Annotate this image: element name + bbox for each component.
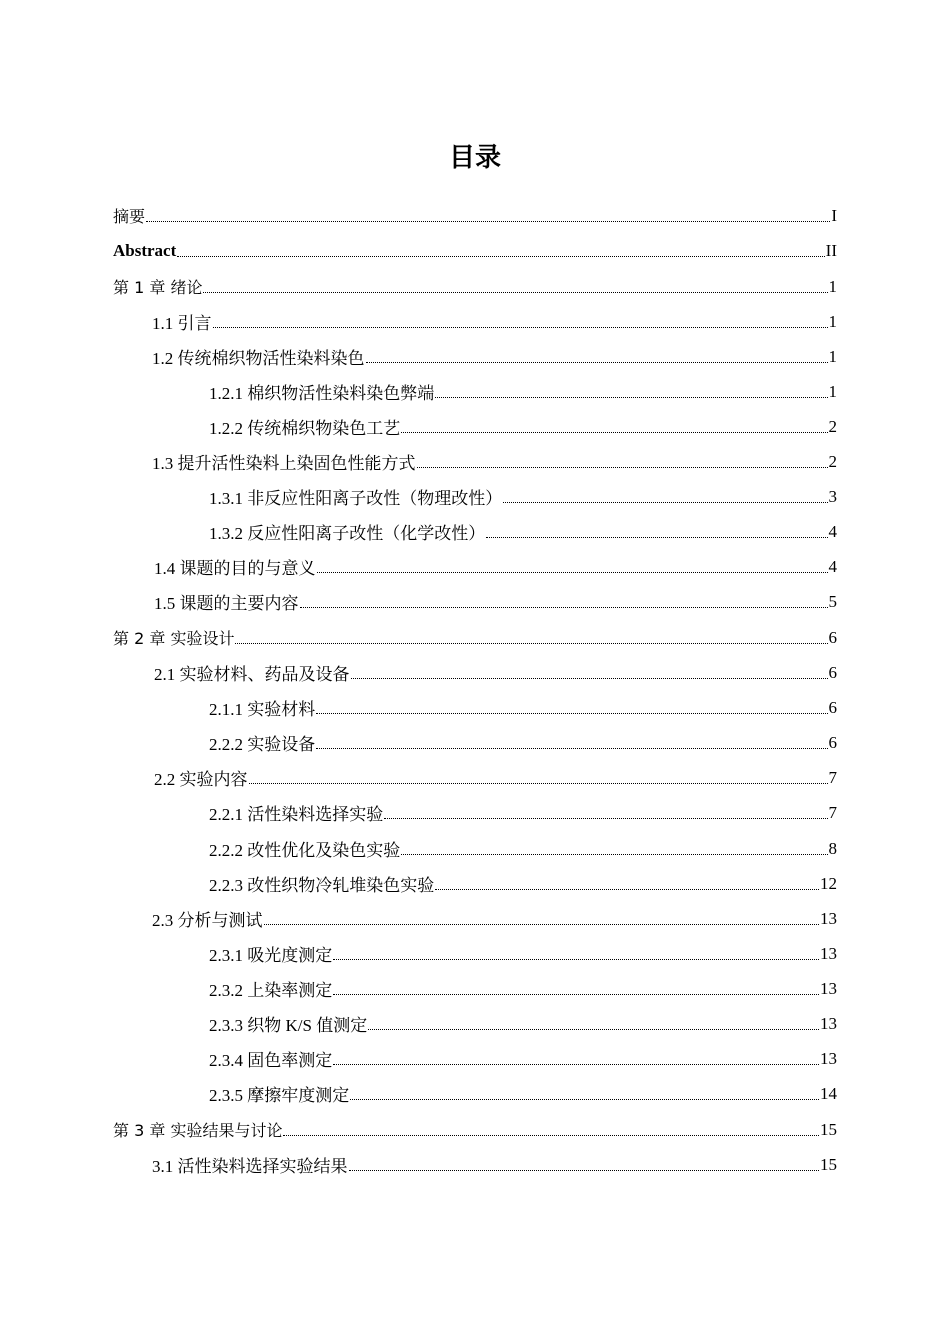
toc-entry-2-3-2[interactable] (209, 971, 837, 1006)
toc-entry-2-2-2[interactable] (209, 831, 837, 866)
toc-entry-1-4[interactable] (154, 549, 837, 584)
dot-leader (401, 431, 827, 433)
toc-entry-1-2-2[interactable] (209, 409, 837, 444)
toc-entry-page: 14 (820, 1083, 837, 1103)
toc-entry-abstract-en[interactable] (113, 233, 837, 268)
dot-leader (316, 747, 827, 749)
toc-entry-label: 1.1 引言 (152, 314, 212, 333)
dot-leader (249, 782, 828, 784)
toc-entry-label: 2.3.3 织物 K/S 值测定 (209, 1016, 368, 1035)
toc-entry-chapter-1[interactable] (113, 269, 837, 304)
toc-entry-page: 4 (828, 556, 837, 576)
toc-entry-page: 2 (828, 451, 837, 471)
dot-leader (366, 361, 828, 363)
toc-entry-label: 1.4 课题的目的与意义 (154, 559, 316, 578)
toc-entry-label: 2.2.2 改性优化及染色实验 (209, 841, 401, 860)
toc-entry-page: 6 (828, 697, 837, 717)
dot-leader (300, 606, 828, 608)
toc-entry-label: 1.3 提升活性染料上染固色性能方式 (152, 454, 416, 473)
dot-leader (486, 536, 827, 538)
toc-entry-label: 1.5 课题的主要内容 (154, 594, 299, 613)
toc-entry-label: 2.3.5 摩擦牢度测定 (209, 1086, 350, 1105)
toc-entry-abstract-cn[interactable] (113, 198, 837, 233)
dot-leader (235, 642, 827, 644)
toc-entry-page: 7 (828, 767, 837, 787)
toc-entry-chapter-2[interactable] (113, 620, 837, 655)
toc-entry-page: 1 (828, 346, 837, 366)
dot-leader (384, 817, 827, 819)
dot-leader (351, 677, 828, 679)
toc-entry-page: 6 (828, 627, 837, 647)
dot-leader (349, 1169, 820, 1171)
toc-entry-label: 摘要 (113, 207, 146, 226)
toc-entry-2-2-3[interactable] (209, 866, 837, 901)
toc-entry-page: 15 (820, 1119, 837, 1139)
toc-entry-1-3[interactable] (152, 444, 837, 479)
dot-leader (435, 396, 827, 398)
toc-entry-label: 2.3.1 吸光度测定 (209, 946, 333, 965)
toc-entry-label: Abstract (113, 240, 177, 260)
toc-entry-page: 2 (828, 416, 837, 436)
toc-entry-label: 2.1.1 实验材料 (209, 700, 316, 719)
toc-entry-3-1[interactable] (152, 1147, 837, 1182)
toc-entry-label: 3.1 活性染料选择实验结果 (152, 1157, 348, 1176)
toc-entry-page: 13 (820, 1048, 837, 1068)
dot-leader (435, 888, 819, 890)
toc-entry-label: 第 3 章 实验结果与讨论 (113, 1121, 283, 1140)
dot-leader (316, 712, 827, 714)
toc-entry-label: 2.2.1 活性染料选择实验 (209, 805, 384, 824)
toc-entry-2-3-3[interactable] (209, 1006, 837, 1041)
dot-leader (203, 291, 827, 293)
toc-entry-1-2[interactable] (152, 339, 837, 374)
toc-entry-label: 2.3.4 固色率测定 (209, 1051, 333, 1070)
toc-entry-label: 1.2 传统棉织物活性染料染色 (152, 349, 365, 368)
dot-leader (333, 993, 819, 995)
dot-leader (333, 1063, 819, 1065)
dot-leader (283, 1134, 819, 1136)
dot-leader (368, 1028, 819, 1030)
toc-entry-page: 5 (828, 591, 837, 611)
dot-leader (146, 220, 830, 222)
dot-leader (333, 958, 819, 960)
toc-entry-label: 1.3.1 非反应性阳离子改性（物理改性） (209, 489, 503, 508)
dot-leader (213, 326, 828, 328)
toc-entry-label: 1.2.2 传统棉织物染色工艺 (209, 419, 401, 438)
toc-entry-page: II (825, 240, 837, 260)
toc-entry-1-1[interactable] (152, 304, 837, 339)
toc-entry-2-2-2-equipment[interactable] (209, 725, 837, 760)
toc-entry-2-3-4[interactable] (209, 1041, 837, 1076)
toc-entry-page: 12 (820, 873, 837, 893)
dot-leader (317, 571, 828, 573)
dot-leader (503, 501, 827, 503)
toc-entry-page: 1 (828, 381, 837, 401)
dot-leader (350, 1098, 819, 1100)
toc-entry-1-3-2[interactable] (209, 514, 837, 549)
dot-leader (177, 255, 824, 257)
toc-entry-2-3-5[interactable] (209, 1076, 837, 1111)
toc-entry-2-3[interactable] (152, 901, 837, 936)
toc-entry-2-1[interactable] (154, 655, 837, 690)
toc-entry-1-2-1[interactable] (209, 374, 837, 409)
toc-entry-page: 6 (828, 732, 837, 752)
toc-entry-label: 2.2 实验内容 (154, 770, 248, 789)
toc-entry-page: 8 (828, 838, 837, 858)
toc-entry-page: 13 (820, 943, 837, 963)
toc-entry-label: 第 1 章 绪论 (113, 278, 203, 297)
toc-entry-page: 1 (828, 311, 837, 331)
toc-entry-page: 3 (828, 486, 837, 506)
toc-entry-page: 1 (828, 276, 837, 296)
toc-entry-page: 15 (820, 1154, 837, 1174)
toc-entry-label: 2.3 分析与测试 (152, 911, 263, 930)
toc-entry-page: 6 (828, 662, 837, 682)
toc-entry-2-2[interactable] (154, 760, 837, 795)
toc-entry-label: 2.2.2 实验设备 (209, 735, 316, 754)
toc-entry-2-2-1[interactable] (209, 795, 837, 830)
toc-entry-2-1-1[interactable] (209, 690, 837, 725)
toc-entry-chapter-3[interactable] (113, 1112, 837, 1147)
dot-leader (417, 466, 828, 468)
toc-entry-label: 1.3.2 反应性阳离子改性（化学改性） (209, 524, 486, 543)
toc-entry-label: 2.3.2 上染率测定 (209, 981, 333, 1000)
toc-entry-label: 2.2.3 改性织物冷轧堆染色实验 (209, 876, 435, 895)
toc-entry-1-5[interactable] (154, 584, 837, 619)
toc-entry-label: 第 2 章 实验设计 (113, 629, 235, 648)
toc-entry-page: 7 (828, 802, 837, 822)
toc-entry-2-3-1[interactable] (209, 936, 837, 971)
dot-leader (401, 853, 827, 855)
dot-leader (264, 923, 820, 925)
toc-entry-page: 13 (820, 908, 837, 928)
toc-entry-label: 2.1 实验材料、药品及设备 (154, 665, 350, 684)
toc-entry-1-3-1[interactable] (209, 479, 837, 514)
toc-entry-page: 13 (820, 978, 837, 998)
toc-entry-label: 1.2.1 棉织物活性染料染色弊端 (209, 384, 435, 403)
page-title: 目录 (448, 143, 501, 173)
toc-entry-page: I (831, 205, 837, 225)
toc-entry-page: 13 (820, 1013, 837, 1033)
toc-entry-page: 4 (828, 521, 837, 541)
